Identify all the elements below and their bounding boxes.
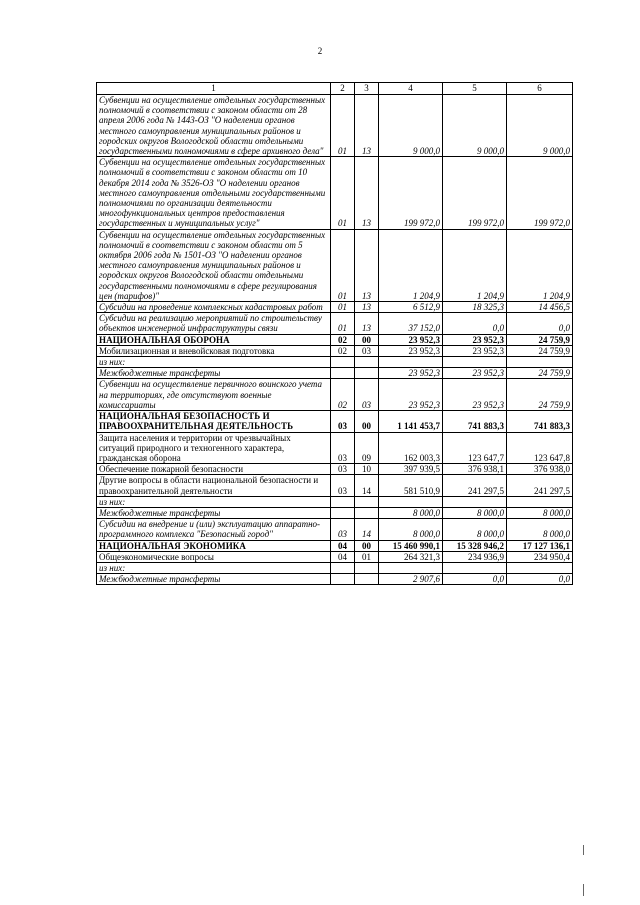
page-number: 2 bbox=[317, 46, 323, 56]
budget-table-body bbox=[97, 83, 573, 585]
scan-edge-mark bbox=[583, 884, 584, 896]
row-name: Обеспечение пожарной безопасности bbox=[97, 464, 331, 475]
amount-col-4: 23 952,3 bbox=[379, 368, 443, 379]
amount-col-4: 2 907,6 bbox=[379, 574, 443, 585]
subsection-code: 13 bbox=[355, 302, 379, 313]
amount-col-5: 123 647,7 bbox=[443, 432, 507, 464]
amount-col-6: 0,0 bbox=[507, 313, 573, 334]
amount-col-6: 24 759,9 bbox=[507, 345, 573, 356]
table-row bbox=[97, 357, 573, 368]
row-name: Межбюджетные трансферты bbox=[97, 507, 331, 518]
amount-col-4: 37 152,0 bbox=[379, 313, 443, 334]
section-code bbox=[331, 507, 355, 518]
subsection-code bbox=[355, 496, 379, 507]
amount-col-5: 199 972,0 bbox=[443, 157, 507, 229]
amount-col-6: 741 883,3 bbox=[507, 411, 573, 432]
section-code: 04 bbox=[331, 540, 355, 551]
subsection-code: 14 bbox=[355, 475, 379, 496]
amount-col-6: 24 759,9 bbox=[507, 334, 573, 345]
amount-col-4: 8 000,0 bbox=[379, 507, 443, 518]
row-name: Субвенции на осуществление отдельных государственных полномочий в соответствии с законом области от 10 декабря 2014 года № 3526-ОЗ "О наделении органов местного самоуправления отдельными государственными полномочиями по организации деятельности многофункциональных центров предоставления государственных и муниципальных услуг" bbox=[97, 157, 331, 229]
table-row bbox=[97, 496, 573, 507]
row-name: Субвенции на осуществление отдельных государственных полномочий в соответствии с законом области от 5 октября 2006 года № 1501-ОЗ "О наделении органов местного самоуправления муниципальных районов и городских округов Вологодской области отдельными государственными полномочиями в сфере регулирования цен (тарифов)" bbox=[97, 229, 331, 301]
amount-col-4 bbox=[379, 496, 443, 507]
row-name: Межбюджетные трансферты bbox=[97, 368, 331, 379]
amount-col-6: 376 938,0 bbox=[507, 464, 573, 475]
row-name: Субсидии на внедрение и (или) эксплуатацию аппаратно-программного комплекса "Безопасный город" bbox=[97, 519, 331, 540]
table-row bbox=[97, 574, 573, 585]
amount-col-6 bbox=[507, 357, 573, 368]
amount-col-5: 376 938,1 bbox=[443, 464, 507, 475]
amount-col-6: 8 000,0 bbox=[507, 507, 573, 518]
amount-col-6: 241 297,5 bbox=[507, 475, 573, 496]
section-code bbox=[331, 562, 355, 573]
subsection-code: 14 bbox=[355, 519, 379, 540]
table-row bbox=[97, 507, 573, 518]
subsection-code bbox=[355, 562, 379, 573]
section-code bbox=[331, 357, 355, 368]
row-name: Общеэкономические вопросы bbox=[97, 551, 331, 562]
section-code: 03 bbox=[331, 411, 355, 432]
amount-col-6: 199 972,0 bbox=[507, 157, 573, 229]
column-header-1: 1 bbox=[97, 83, 331, 95]
row-name: Другие вопросы в области национальной безопасности и правоохранительной деятельности bbox=[97, 475, 331, 496]
row-name: НАЦИОНАЛЬНАЯ ЭКОНОМИКА bbox=[97, 540, 331, 551]
section-code: 02 bbox=[331, 345, 355, 356]
amount-col-6: 1 204,9 bbox=[507, 229, 573, 301]
subsection-code: 13 bbox=[355, 313, 379, 334]
subsection-code: 10 bbox=[355, 464, 379, 475]
subsection-code: 13 bbox=[355, 157, 379, 229]
table-row bbox=[97, 95, 573, 157]
amount-col-4: 15 460 990,1 bbox=[379, 540, 443, 551]
amount-col-4: 23 952,3 bbox=[379, 379, 443, 411]
amount-col-6 bbox=[507, 562, 573, 573]
table-row bbox=[97, 302, 573, 313]
amount-col-5: 23 952,3 bbox=[443, 334, 507, 345]
amount-col-5: 23 952,3 bbox=[443, 379, 507, 411]
amount-col-5: 241 297,5 bbox=[443, 475, 507, 496]
amount-col-4: 9 000,0 bbox=[379, 95, 443, 157]
amount-col-4: 581 510,9 bbox=[379, 475, 443, 496]
amount-col-6: 17 127 136,1 bbox=[507, 540, 573, 551]
table-row bbox=[97, 519, 573, 540]
amount-col-4: 23 952,3 bbox=[379, 334, 443, 345]
section-code: 01 bbox=[331, 157, 355, 229]
amount-col-6: 9 000,0 bbox=[507, 95, 573, 157]
amount-col-5: 23 952,3 bbox=[443, 345, 507, 356]
column-header-6: 6 bbox=[507, 83, 573, 95]
section-code: 01 bbox=[331, 313, 355, 334]
section-code bbox=[331, 574, 355, 585]
amount-col-5: 741 883,3 bbox=[443, 411, 507, 432]
table-row bbox=[97, 540, 573, 551]
row-name: из них: bbox=[97, 357, 331, 368]
section-code: 03 bbox=[331, 475, 355, 496]
amount-col-5: 9 000,0 bbox=[443, 95, 507, 157]
row-name: Защита населения и территории от чрезвычайных ситуаций природного и техногенного характера, гражданская оборона bbox=[97, 432, 331, 464]
amount-col-5: 15 328 946,2 bbox=[443, 540, 507, 551]
row-name: Мобилизационная и вневойсковая подготовка bbox=[97, 345, 331, 356]
amount-col-4: 397 939,5 bbox=[379, 464, 443, 475]
subsection-code: 03 bbox=[355, 345, 379, 356]
amount-col-5 bbox=[443, 496, 507, 507]
amount-col-5 bbox=[443, 562, 507, 573]
section-code: 02 bbox=[331, 379, 355, 411]
table-row bbox=[97, 157, 573, 229]
subsection-code: 00 bbox=[355, 540, 379, 551]
subsection-code: 00 bbox=[355, 334, 379, 345]
row-name: Межбюджетные трансферты bbox=[97, 574, 331, 585]
section-code: 04 bbox=[331, 551, 355, 562]
amount-col-6: 14 456,5 bbox=[507, 302, 573, 313]
subsection-code: 13 bbox=[355, 229, 379, 301]
subsection-code bbox=[355, 574, 379, 585]
row-name: НАЦИОНАЛЬНАЯ БЕЗОПАСНОСТЬ И ПРАВООХРАНИТЕЛЬНАЯ ДЕЯТЕЛЬНОСТЬ bbox=[97, 411, 331, 432]
row-name: Субсидии на реализацию мероприятий по строительству объектов инженерной инфраструктуры связи bbox=[97, 313, 331, 334]
section-code: 03 bbox=[331, 519, 355, 540]
amount-col-6 bbox=[507, 496, 573, 507]
column-number-row bbox=[97, 83, 573, 95]
amount-col-4: 23 952,3 bbox=[379, 345, 443, 356]
subsection-code bbox=[355, 368, 379, 379]
section-code bbox=[331, 496, 355, 507]
table-row bbox=[97, 464, 573, 475]
amount-col-6: 24 759,9 bbox=[507, 379, 573, 411]
amount-col-5: 0,0 bbox=[443, 574, 507, 585]
column-header-3: 3 bbox=[355, 83, 379, 95]
section-code: 01 bbox=[331, 302, 355, 313]
column-header-5: 5 bbox=[443, 83, 507, 95]
amount-col-4: 199 972,0 bbox=[379, 157, 443, 229]
row-name: Субвенции на осуществление первичного воинского учета на территориях, где отсутствуют военные комиссариаты bbox=[97, 379, 331, 411]
subsection-code bbox=[355, 507, 379, 518]
table-row bbox=[97, 379, 573, 411]
amount-col-6: 8 000,0 bbox=[507, 519, 573, 540]
row-name: из них: bbox=[97, 496, 331, 507]
scan-edge-mark bbox=[583, 845, 584, 855]
table-row bbox=[97, 562, 573, 573]
amount-col-5: 234 936,9 bbox=[443, 551, 507, 562]
amount-col-6: 123 647,8 bbox=[507, 432, 573, 464]
table-row bbox=[97, 411, 573, 432]
amount-col-5: 1 204,9 bbox=[443, 229, 507, 301]
table-row bbox=[97, 432, 573, 464]
section-code: 03 bbox=[331, 432, 355, 464]
row-name: Субвенции на осуществление отдельных государственных полномочий в соответствии с законом области от 28 апреля 2006 года № 1443-ОЗ "О наделении органов местного самоуправления муниципальных районов и городских округов Вологодской области отдельными государственными полномочиями в сфере архивного дела" bbox=[97, 95, 331, 157]
row-name: НАЦИОНАЛЬНАЯ ОБОРОНА bbox=[97, 334, 331, 345]
table-row bbox=[97, 475, 573, 496]
amount-col-6: 24 759,9 bbox=[507, 368, 573, 379]
section-code: 02 bbox=[331, 334, 355, 345]
amount-col-4 bbox=[379, 562, 443, 573]
amount-col-5 bbox=[443, 357, 507, 368]
table-row bbox=[97, 345, 573, 356]
section-code: 03 bbox=[331, 464, 355, 475]
amount-col-6: 0,0 bbox=[507, 574, 573, 585]
column-header-2: 2 bbox=[331, 83, 355, 95]
amount-col-4: 264 321,3 bbox=[379, 551, 443, 562]
table-row bbox=[97, 334, 573, 345]
budget-table bbox=[96, 82, 573, 585]
table-row bbox=[97, 229, 573, 301]
row-name: из них: bbox=[97, 562, 331, 573]
amount-col-5: 8 000,0 bbox=[443, 507, 507, 518]
section-code bbox=[331, 368, 355, 379]
row-name: Субсидии на проведение комплексных кадастровых работ bbox=[97, 302, 331, 313]
amount-col-4: 1 204,9 bbox=[379, 229, 443, 301]
amount-col-4 bbox=[379, 357, 443, 368]
amount-col-5: 18 325,3 bbox=[443, 302, 507, 313]
column-header-4: 4 bbox=[379, 83, 443, 95]
amount-col-6: 234 950,4 bbox=[507, 551, 573, 562]
amount-col-4: 6 512,9 bbox=[379, 302, 443, 313]
table-row bbox=[97, 368, 573, 379]
subsection-code: 13 bbox=[355, 95, 379, 157]
section-code: 01 bbox=[331, 95, 355, 157]
amount-col-4: 8 000,0 bbox=[379, 519, 443, 540]
subsection-code: 03 bbox=[355, 379, 379, 411]
subsection-code bbox=[355, 357, 379, 368]
amount-col-5: 8 000,0 bbox=[443, 519, 507, 540]
subsection-code: 09 bbox=[355, 432, 379, 464]
section-code: 01 bbox=[331, 229, 355, 301]
amount-col-5: 0,0 bbox=[443, 313, 507, 334]
amount-col-4: 162 003,3 bbox=[379, 432, 443, 464]
amount-col-4: 1 141 453,7 bbox=[379, 411, 443, 432]
subsection-code: 01 bbox=[355, 551, 379, 562]
subsection-code: 00 bbox=[355, 411, 379, 432]
table-row bbox=[97, 551, 573, 562]
table-row bbox=[97, 313, 573, 334]
amount-col-5: 23 952,3 bbox=[443, 368, 507, 379]
